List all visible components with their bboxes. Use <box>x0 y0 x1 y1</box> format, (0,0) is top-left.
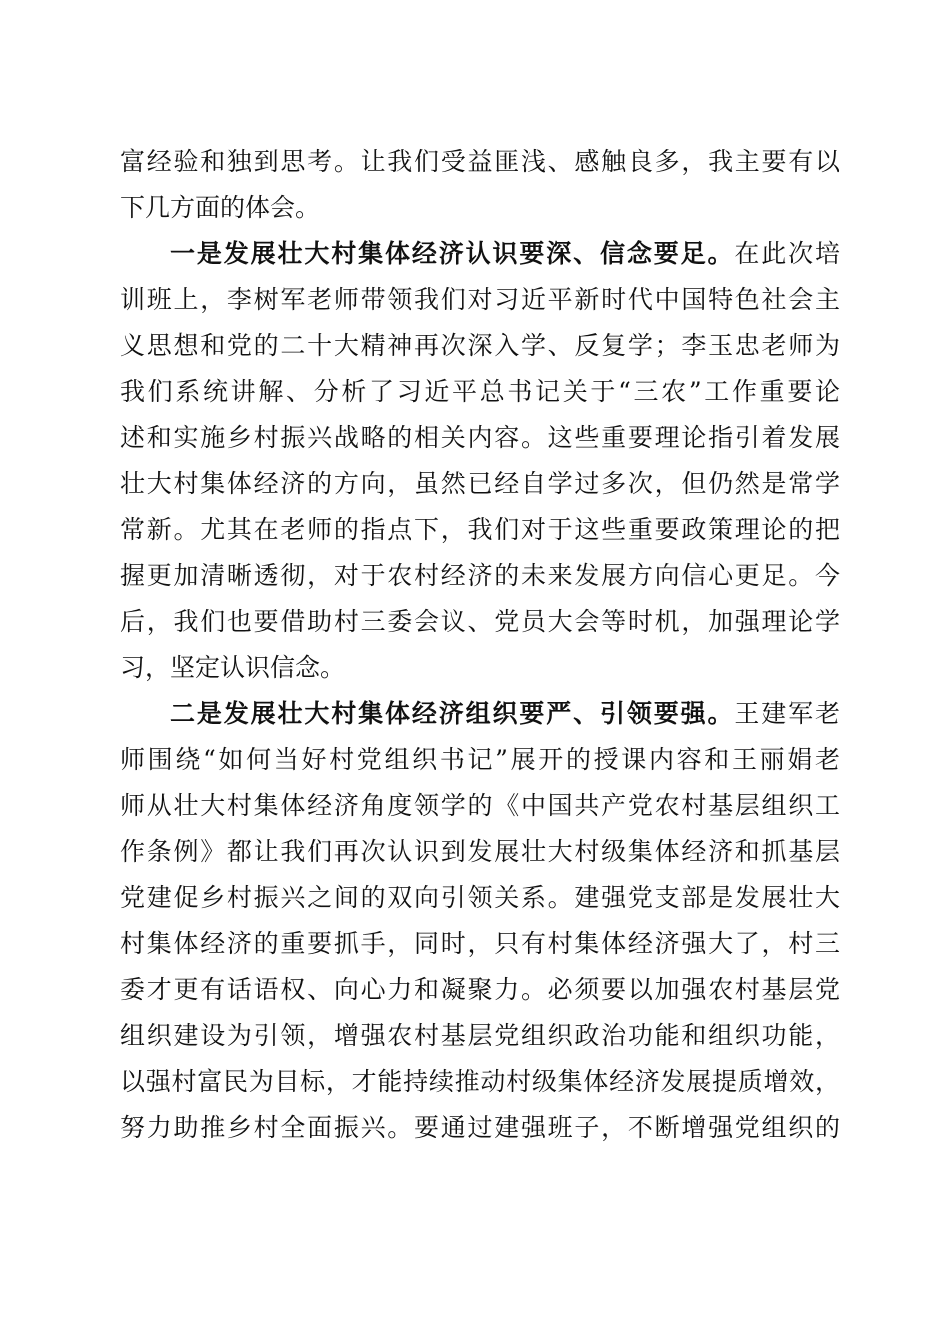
text-line: 村集体经济的重要抓手，同时，只有村集体经济强大了，村三 <box>120 929 840 958</box>
text-line: 训班上，李树军老师带领我们对习近平新时代中国特色社会主 <box>120 285 840 314</box>
text-line: 党建促乡村振兴之间的双向引领关系。建强党支部是发展壮大 <box>120 883 840 912</box>
text-line: 师从壮大村集体经济角度领学的《中国共产党农村基层组织工 <box>120 791 840 820</box>
text-line: 后，我们也要借助村三委会议、党员大会等时机，加强理论学 <box>120 607 840 636</box>
text-line: 努力助推乡村全面振兴。要通过建强班子，不断增强党组织的 <box>120 1113 840 1142</box>
paragraph-2 <box>170 694 840 734</box>
text-line: 我们系统讲解、分析了习近平总书记关于“三农”工作重要论 <box>120 377 840 406</box>
text-line: 义思想和党的二十大精神再次深入学、反复学；李玉忠老师为 <box>120 331 840 360</box>
text-line: 下几方面的体会。 <box>120 193 321 222</box>
text-line: 习，坚定认识信念。 <box>120 653 346 682</box>
text-line: 常新。尤其在老师的指点下，我们对于这些重要政策理论的把 <box>120 515 840 544</box>
text-line: 作条例》都让我们再次认识到发展壮大村级集体经济和抓基层 <box>120 837 840 866</box>
paragraph-1 <box>170 234 840 274</box>
text-line: 述和实施乡村振兴战略的相关内容。这些重要理论指引着发展 <box>120 423 840 452</box>
section-heading-2: 二是发展壮大村集体经济组织要严、引领要强。 <box>170 699 735 728</box>
text-line: 委才更有话语权、向心力和凝聚力。必须要以加强农村基层党 <box>120 975 840 1004</box>
text-line: 富经验和独到思考。让我们受益匪浅、感触良多，我主要有以 <box>120 147 840 176</box>
text-line: 壮大村集体经济的方向，虽然已经自学过多次，但仍然是常学 <box>120 469 840 498</box>
section-heading-1: 一是发展壮大村集体经济认识要深、信念要足。 <box>170 239 735 268</box>
text-span: 在此次培 <box>734 239 840 268</box>
text-span: 王建军老 <box>734 699 840 728</box>
text-line: 师围绕“如何当好村党组织书记”展开的授课内容和王丽娟老 <box>120 745 840 774</box>
text-line: 组织建设为引领，增强农村基层党组织政治功能和组织功能， <box>120 1021 840 1050</box>
text-line: 握更加清晰透彻，对于农村经济的未来发展方向信心更足。今 <box>120 561 840 590</box>
text-line: 以强村富民为目标，才能持续推动村级集体经济发展提质增效， <box>120 1067 840 1096</box>
